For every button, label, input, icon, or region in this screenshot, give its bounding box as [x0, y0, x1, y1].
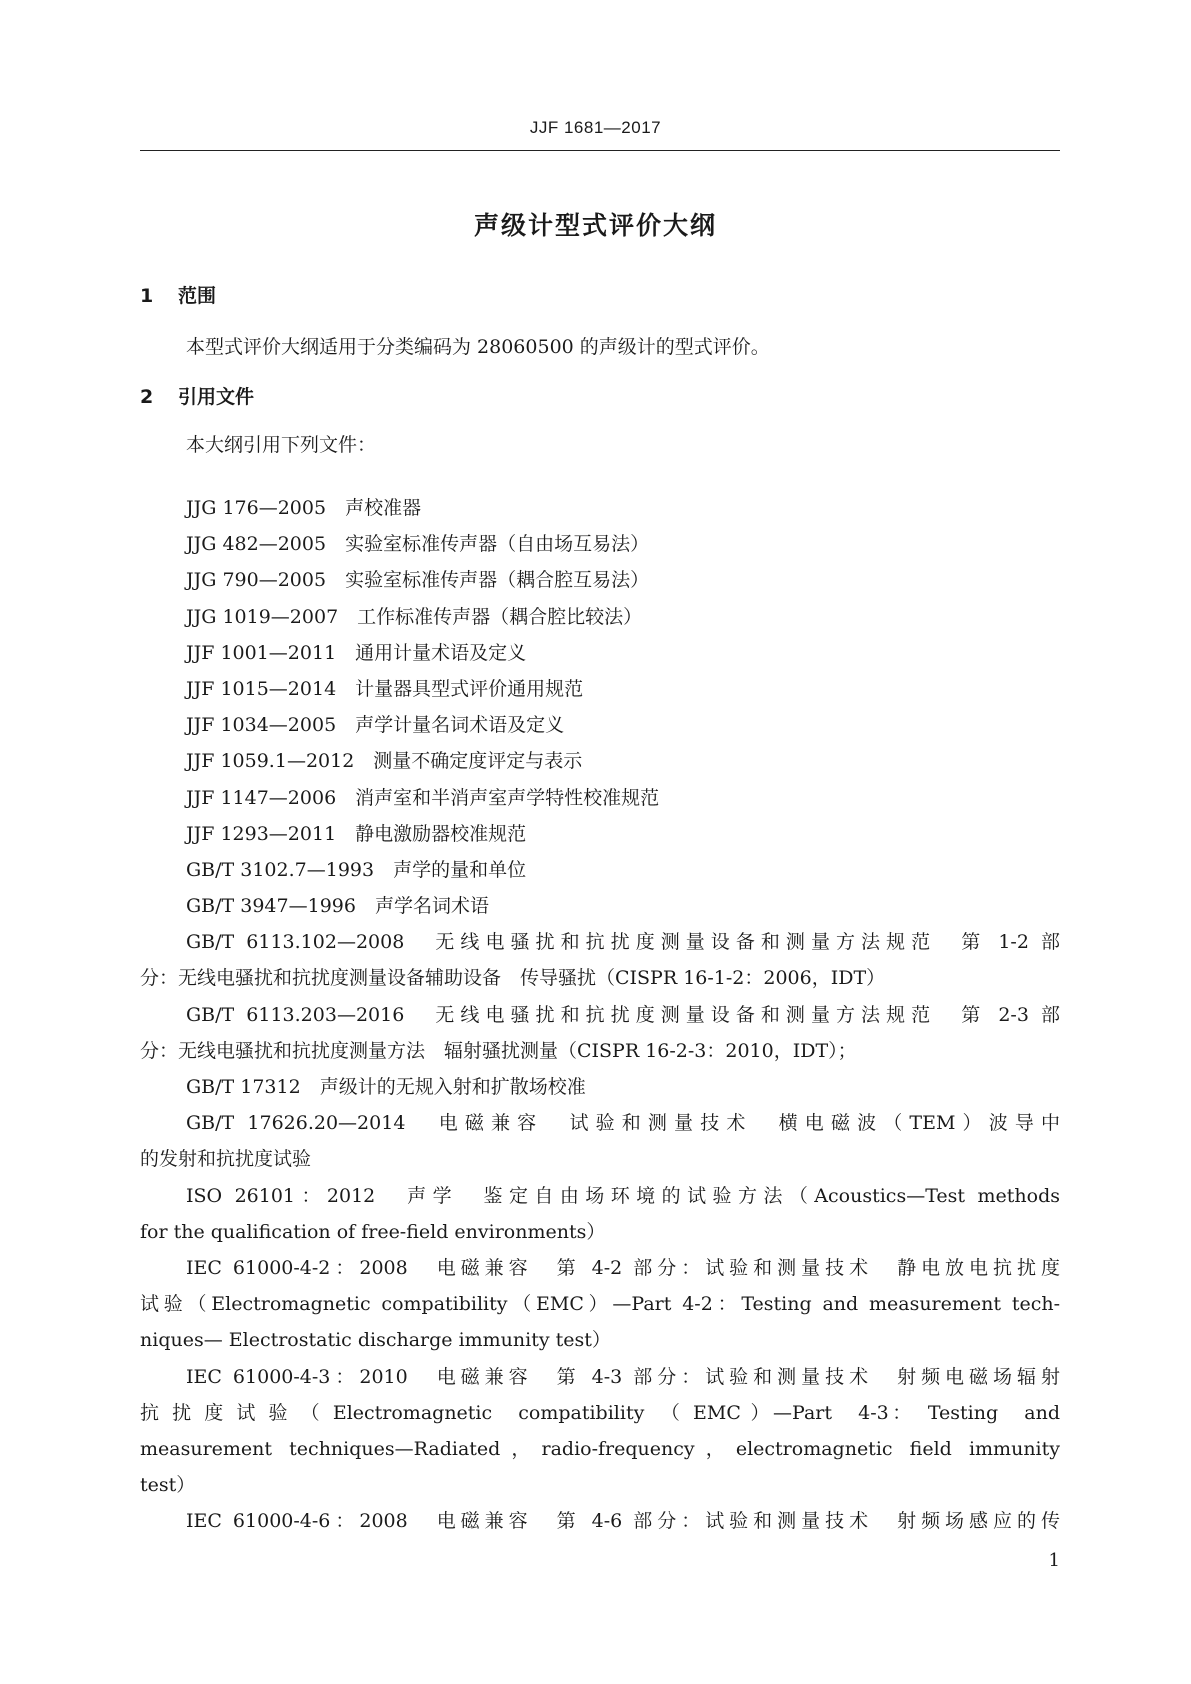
section-title: 引用文件 [178, 386, 255, 408]
reference-line: JJF 1034—2005 声学计量名词术语及定义 [186, 714, 565, 737]
reference-line: JJF 1059.1—2012 测量不确定度评定与表示 [186, 750, 583, 773]
section-heading-references [140, 382, 254, 409]
reference-line: IEC 61000-4-6：2008 电磁兼容 第 4-6 部分：试验和测量技术 射频场感应的传 [186, 1510, 1060, 1533]
reference-line: JJF 1147—2006 消声室和半消声室声学特性校准规范 [186, 786, 660, 809]
reference-line-continued: 分：无线电骚扰和抗扰度测量设备辅助设备 传导骚扰（CISPR 16-1-2：2006，IDT） [140, 967, 886, 990]
reference-line: GB/T 6113.203—2016 无线电骚扰和抗扰度测量设备和测量方法规范 第 2-3 部 [186, 1003, 1060, 1026]
reference-line: GB/T 17312 声级计的无规入射和扩散场校准 [186, 1076, 586, 1098]
reference-line: JJG 176—2005 声校准器 [186, 497, 422, 519]
reference-line: IEC 61000-4-3：2010 电磁兼容 第 4-3 部分：试验和测量技术 射频电磁场辐射 [186, 1365, 1060, 1388]
page-number: 1 [1048, 1550, 1060, 1571]
reference-line: JJF 1293—2011 静电激励器校准规范 [186, 822, 527, 845]
reference-line-continued: 抗 扰 度 试 验 （ Electromagnetic compatibility （ EMC ）—Part 4-3： Testing and [140, 1401, 1060, 1424]
reference-line: JJG 482—2005 实验室标准传声器（自由场互易法） [186, 533, 650, 556]
reference-line: JJF 1001—2011 通用计量术语及定义 [186, 641, 527, 664]
reference-line: GB/T 6113.102—2008 无线电骚扰和抗扰度测量设备和测量方法规范 第 1-2 部 [186, 931, 1060, 954]
reference-line-continued: test） [140, 1474, 196, 1497]
document-title: 声级计型式评价大纲 [473, 211, 717, 240]
reference-line: GB/T 3947—1996 声学名词术语 [186, 895, 489, 918]
reference-line: JJF 1015—2014 计量器具型式评价通用规范 [186, 677, 584, 700]
section-heading-scope [140, 281, 216, 308]
reference-list [140, 490, 1060, 1539]
reference-line: IEC 61000-4-2：2008 电磁兼容 第 4-2 部分：试验和测量技术 静电放电抗扰度 [186, 1256, 1060, 1279]
reference-line-continued: 分：无线电骚扰和抗扰度测量方法 辐射骚扰测量（CISPR 16-2-3：2010，IDT）； [140, 1039, 857, 1062]
references-intro: 本大纲引用下列文件： [186, 434, 377, 456]
reference-line: GB/T 3102.7—1993 声学的量和单位 [186, 858, 527, 881]
header-rule [140, 150, 1060, 151]
reference-line-continued: 试验（Electromagnetic compatibility（EMC）—Part 4-2：Testing and measurement tech- [140, 1293, 1060, 1316]
reference-line: JJG 790—2005 实验室标准传声器（耦合腔互易法） [186, 569, 650, 592]
scope-text: 本型式评价大纲适用于分类编码为 28060500 的声级计的型式评价。 [186, 336, 770, 358]
reference-line-continued: for the qualification of free-field environments） [140, 1220, 606, 1243]
section-number: 1 [140, 285, 154, 307]
reference-line-continued: niques— Electrostatic discharge immunity test） [140, 1329, 611, 1352]
section-number: 2 [140, 386, 154, 408]
reference-line: GB/T 17626.20—2014 电磁兼容 试验和测量技术 横电磁波（TEM）波导中 [186, 1112, 1060, 1135]
section-title: 范围 [178, 285, 217, 307]
reference-line: ISO 26101：2012 声学 鉴定自由场环境的试验方法（Acoustics—Test methods [186, 1184, 1060, 1207]
reference-line-continued: 的发射和抗扰度试验 [140, 1148, 312, 1171]
reference-line: JJG 1019—2007 工作标准传声器（耦合腔比较法） [186, 605, 643, 628]
header-code: JJF 1681—2017 [529, 118, 662, 137]
reference-line-continued: measurement techniques—Radiated，radio-frequency，electromagnetic field immunity [140, 1437, 1060, 1460]
